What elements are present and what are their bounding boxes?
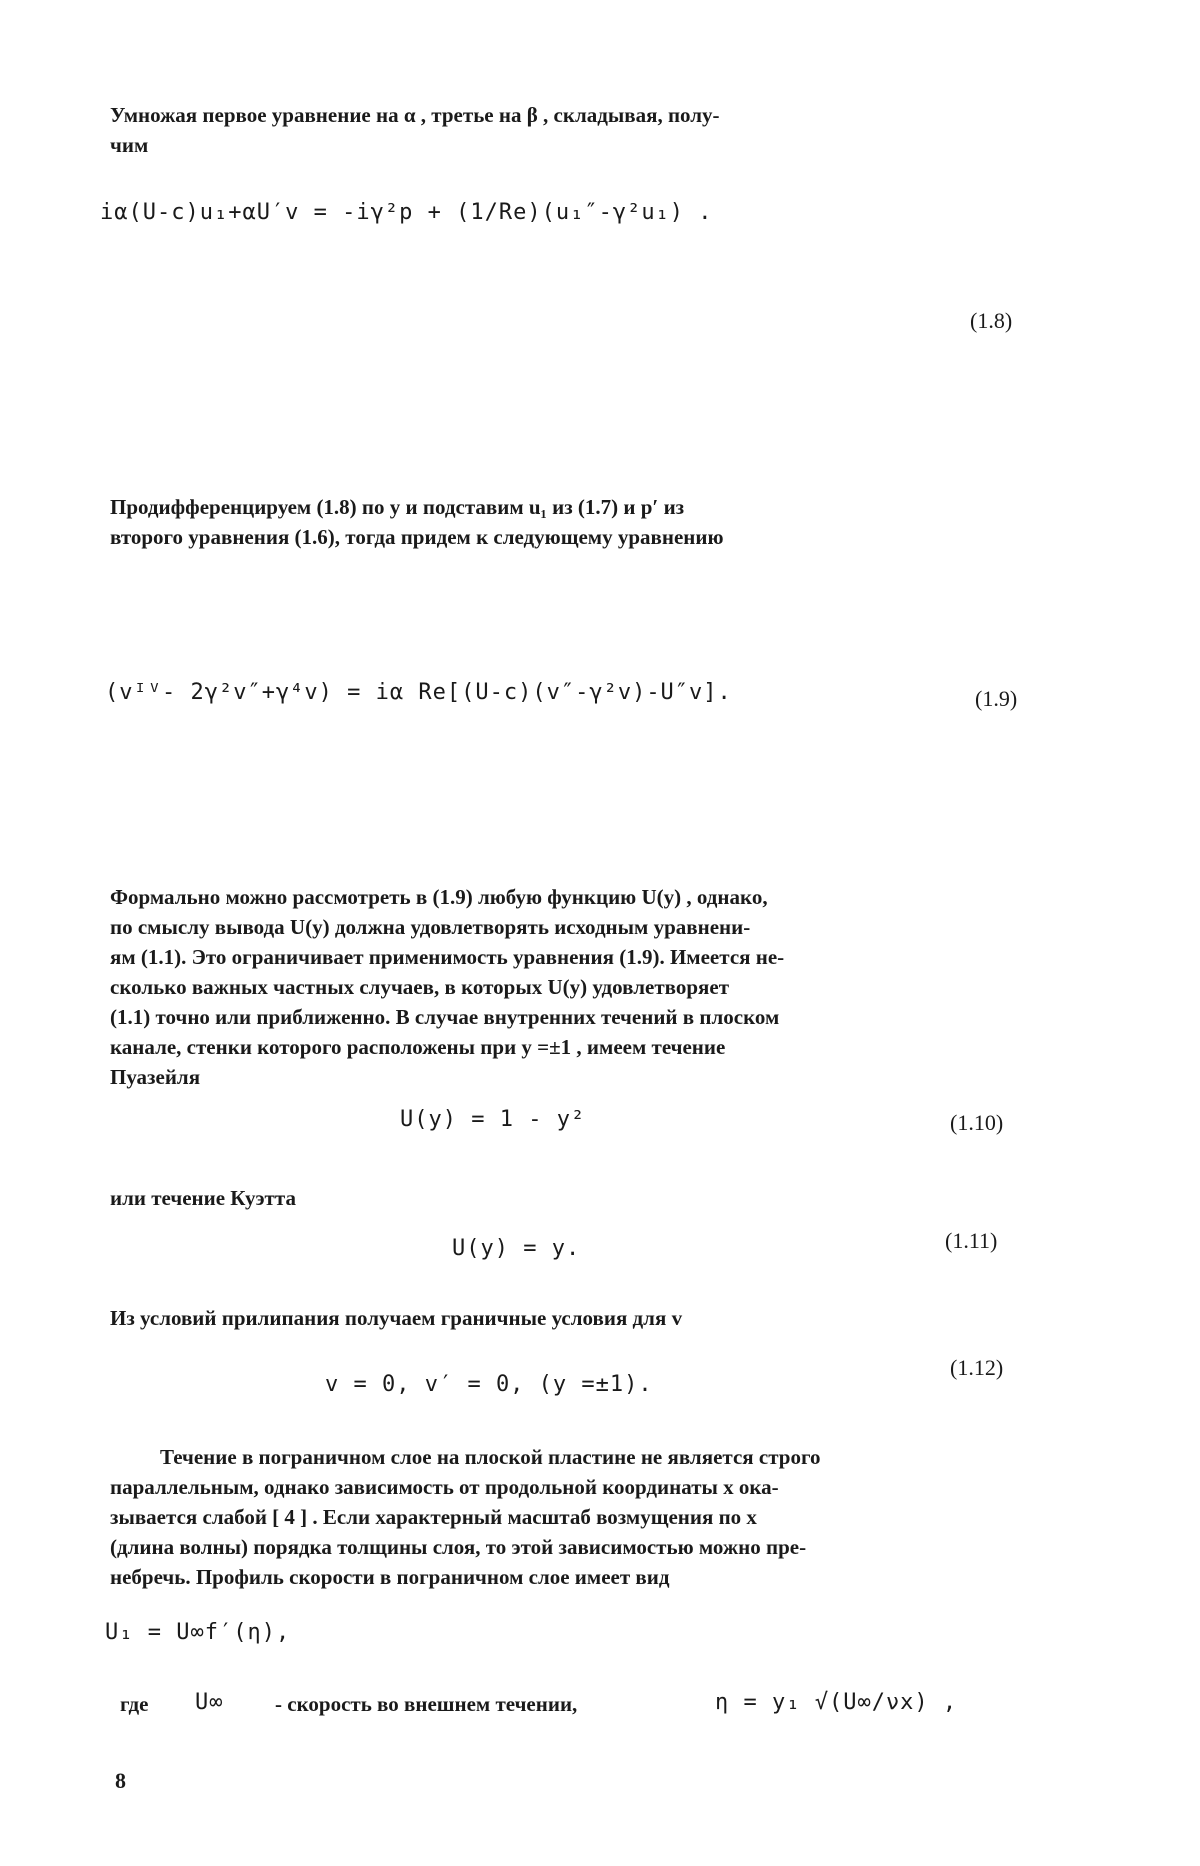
text-line: сколько важных частных случаев, в которых U(y) удовлетворяет [110, 975, 730, 999]
text-line: чим [110, 133, 149, 157]
text-line: второго уравнения (1.6), тогда придем к следующему уравнению [110, 525, 724, 549]
equation-number-1-11: (1.11) [945, 1228, 998, 1253]
equation-1-9: (vᴵⱽ- 2γ²v″+γ⁴v) = iα Re[(U-c)(v″-γ²v)-U″v]. [105, 680, 732, 705]
equation-1-10: U(y) = 1 - y² [400, 1107, 586, 1132]
text-line: по смыслу вывода U(y) должна удовлетворять исходным уравнени- [110, 915, 751, 939]
equation-velocity-profile: U₁ = U∞f′(η), [105, 1620, 291, 1645]
equation-number-1-9: (1.9) [975, 686, 1018, 711]
eta-formula: η = y₁ √(U∞/νx) , [715, 1690, 958, 1715]
equation-number-1-10: (1.10) [950, 1110, 1004, 1135]
text-line: канале, стенки которого расположены при y =±1 , имеем течение [110, 1035, 726, 1059]
symbol-u-infinity: U∞ [195, 1690, 224, 1715]
paragraph-intro [110, 100, 1070, 160]
text-line: Продифференцируем (1.8) по y и подставим u₁ из (1.7) и p′ из [110, 495, 685, 519]
text-line: ям (1.1). Это ограничивает применимость уравнения (1.9). Имеется не- [110, 945, 785, 969]
equation-number-1-8: (1.8) [970, 308, 1013, 333]
equation-1-8: iα(U-c)u₁+αU′v = -iγ²p + (1/Re)(u₁″-γ²u₁) . [100, 200, 713, 225]
text-line: небречь. Профиль скорости в пограничном слое имеет вид [110, 1565, 670, 1589]
equation-1-11: U(y) = y. [452, 1236, 581, 1261]
text-line: параллельным, однако зависимость от продольной координаты x ока- [110, 1475, 779, 1499]
where-label: где [120, 1692, 149, 1716]
paragraph-boundary-layer [110, 1442, 1070, 1592]
equation-1-12: v = 0, v′ = 0, (y =±1). [325, 1372, 653, 1397]
text-line: Пуазейля [110, 1065, 201, 1089]
outer-flow-description: - скорость во внешнем течении, [275, 1692, 578, 1716]
text-line: Формально можно рассмотреть в (1.9) любую функцию U(y) , однако, [110, 885, 768, 909]
text-line: зывается слабой [ 4 ] . Если характерный масштаб возмущения по x [110, 1505, 757, 1529]
paragraph-couette: или течение Куэтта [110, 1186, 296, 1210]
equation-number-1-12: (1.12) [950, 1355, 1004, 1380]
paragraph-differentiate [110, 492, 1070, 552]
page-number: 8 [115, 1768, 126, 1793]
text-line: (длина волны) порядка толщины слоя, то этой зависимостью можно пре- [110, 1535, 807, 1559]
text-line: (1.1) точно или приближенно. В случае внутренних течений в плоском [110, 1005, 780, 1029]
paragraph-formal [110, 882, 1070, 1092]
paragraph-boundary-conditions: Из условий прилипания получаем граничные условия для v [110, 1306, 683, 1330]
text-line: Течение в пограничном слое на плоской пластине не является строго [160, 1445, 821, 1469]
text-line: Умножая первое уравнение на α , третье на β , складывая, полу- [110, 103, 720, 127]
